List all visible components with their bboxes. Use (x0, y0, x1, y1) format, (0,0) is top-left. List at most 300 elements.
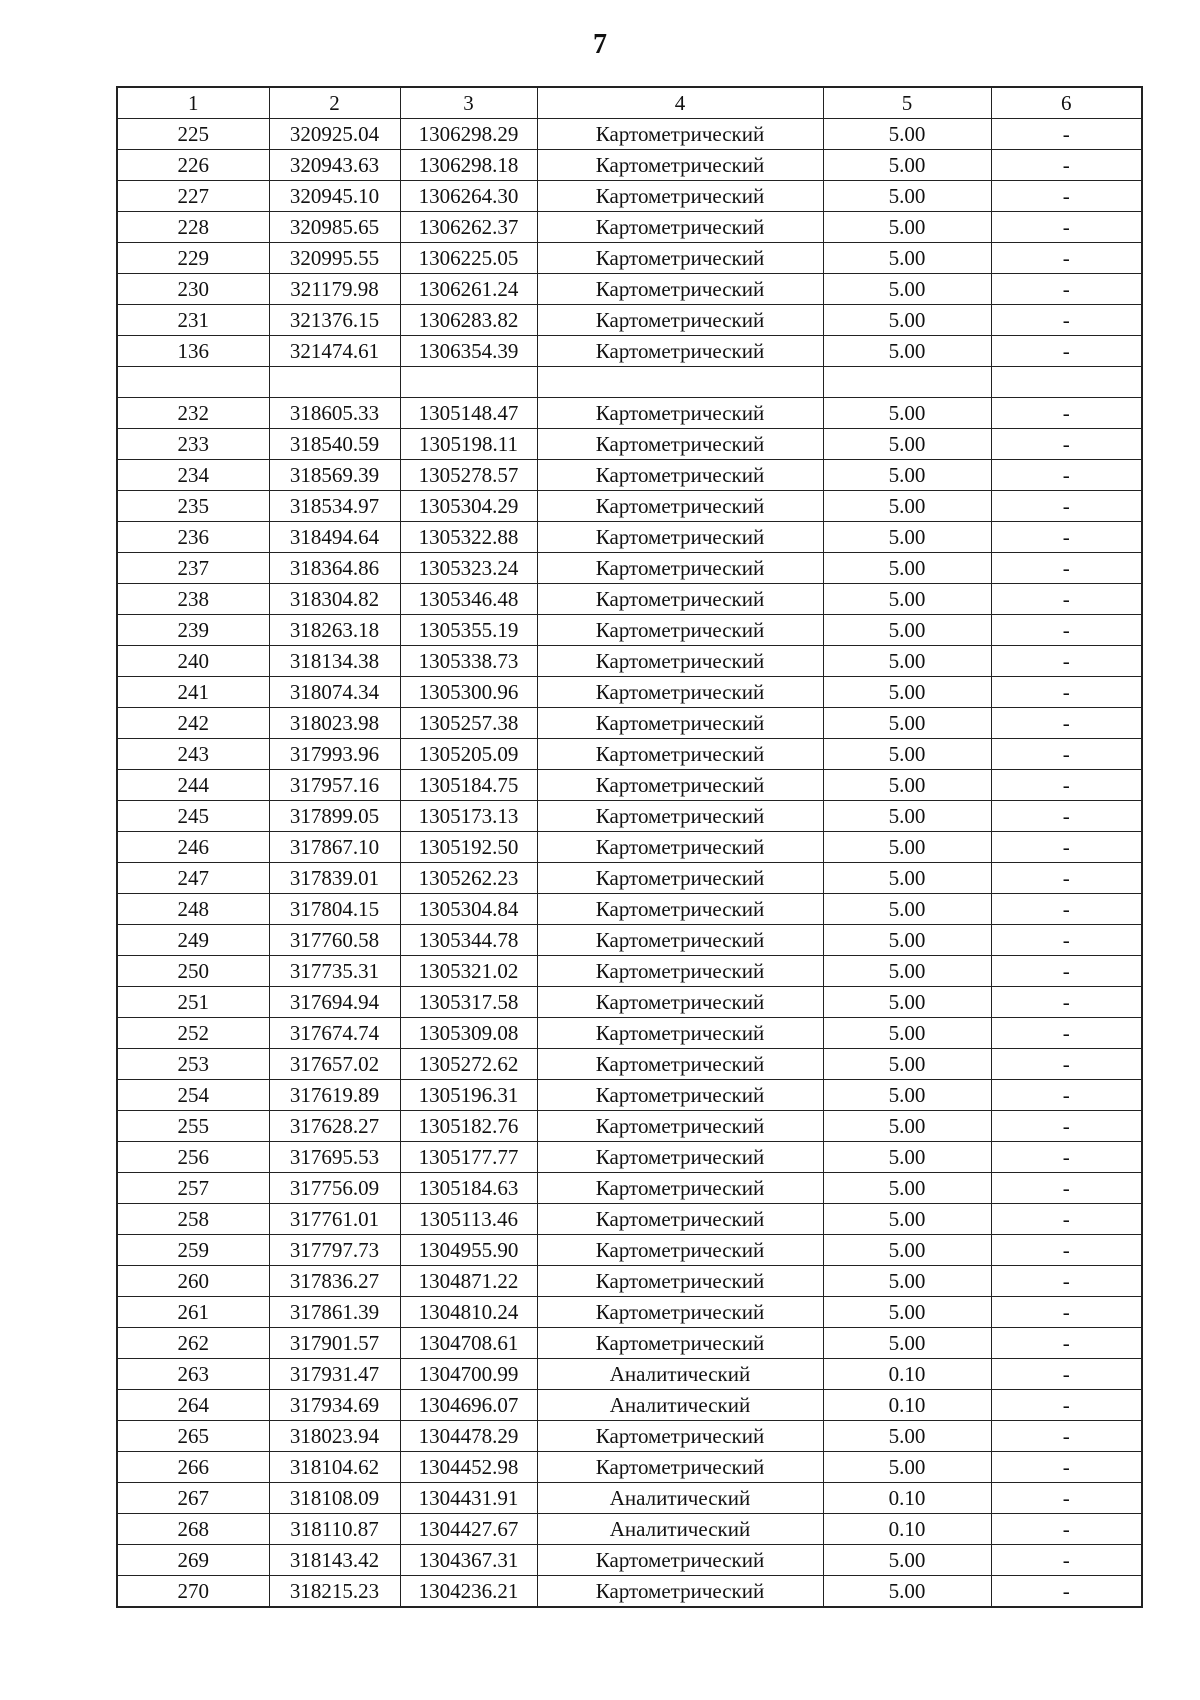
cell-description: - (991, 1080, 1142, 1111)
cell-description: - (991, 491, 1142, 522)
table-row (117, 1235, 1142, 1266)
cell-method: Картометрический (537, 770, 823, 801)
cell-accuracy: 5.00 (823, 150, 991, 181)
table-row (117, 677, 1142, 708)
cell-y-coordinate: 1305309.08 (400, 1018, 537, 1049)
cell-y-coordinate: 1304431.91 (400, 1483, 537, 1514)
table-row (117, 1359, 1142, 1390)
cell-method: Картометрический (537, 677, 823, 708)
cell-point-number: 267 (117, 1483, 269, 1514)
cell-method: Картометрический (537, 398, 823, 429)
cell-accuracy: 5.00 (823, 1266, 991, 1297)
cell-y-coordinate: 1304810.24 (400, 1297, 537, 1328)
table-header (117, 87, 1142, 119)
cell-method: Картометрический (537, 1576, 823, 1608)
cell-point-number: 244 (117, 770, 269, 801)
table-row (117, 1328, 1142, 1359)
cell-point-number: 257 (117, 1173, 269, 1204)
cell-x-coordinate (269, 367, 400, 398)
cell-accuracy: 5.00 (823, 491, 991, 522)
cell-x-coordinate: 321179.98 (269, 274, 400, 305)
table-row (117, 739, 1142, 770)
table-row (117, 274, 1142, 305)
cell-y-coordinate: 1305355.19 (400, 615, 537, 646)
cell-y-coordinate: 1306262.37 (400, 212, 537, 243)
cell-point-number: 259 (117, 1235, 269, 1266)
cell-method: Картометрический (537, 863, 823, 894)
cell-description: - (991, 1545, 1142, 1576)
cell-description: - (991, 584, 1142, 615)
cell-point-number: 253 (117, 1049, 269, 1080)
cell-accuracy: 5.00 (823, 708, 991, 739)
cell-y-coordinate: 1305338.73 (400, 646, 537, 677)
cell-method: Картометрический (537, 491, 823, 522)
table-row (117, 646, 1142, 677)
table-row (117, 1514, 1142, 1545)
cell-y-coordinate: 1304708.61 (400, 1328, 537, 1359)
table-row (117, 1142, 1142, 1173)
cell-y-coordinate: 1305184.63 (400, 1173, 537, 1204)
cell-x-coordinate: 317674.74 (269, 1018, 400, 1049)
cell-y-coordinate: 1305173.13 (400, 801, 537, 832)
cell-point-number: 249 (117, 925, 269, 956)
cell-point-number: 265 (117, 1421, 269, 1452)
cell-x-coordinate: 318108.09 (269, 1483, 400, 1514)
table-row (117, 522, 1142, 553)
cell-description: - (991, 119, 1142, 150)
cell-method: Картометрический (537, 646, 823, 677)
cell-method: Картометрический (537, 615, 823, 646)
cell-method: Картометрический (537, 336, 823, 367)
cell-point-number (117, 367, 269, 398)
cell-point-number: 270 (117, 1576, 269, 1608)
cell-point-number: 237 (117, 553, 269, 584)
cell-description: - (991, 1390, 1142, 1421)
cell-point-number: 261 (117, 1297, 269, 1328)
cell-y-coordinate: 1306298.18 (400, 150, 537, 181)
table-row (117, 398, 1142, 429)
cell-x-coordinate: 317931.47 (269, 1359, 400, 1390)
cell-method: Картометрический (537, 1266, 823, 1297)
cell-description: - (991, 987, 1142, 1018)
cell-y-coordinate: 1306261.24 (400, 274, 537, 305)
cell-method: Картометрический (537, 1111, 823, 1142)
cell-accuracy: 5.00 (823, 1452, 991, 1483)
cell-method: Картометрический (537, 1545, 823, 1576)
cell-y-coordinate: 1305304.84 (400, 894, 537, 925)
cell-y-coordinate: 1305177.77 (400, 1142, 537, 1173)
cell-point-number: 241 (117, 677, 269, 708)
cell-x-coordinate: 317993.96 (269, 739, 400, 770)
cell-x-coordinate: 320995.55 (269, 243, 400, 274)
cell-y-coordinate: 1304236.21 (400, 1576, 537, 1608)
cell-method: Картометрический (537, 1328, 823, 1359)
cell-description: - (991, 925, 1142, 956)
cell-x-coordinate: 317934.69 (269, 1390, 400, 1421)
table-row (117, 491, 1142, 522)
cell-method: Картометрический (537, 119, 823, 150)
cell-method: Картометрический (537, 274, 823, 305)
cell-x-coordinate: 318364.86 (269, 553, 400, 584)
cell-method: Картометрический (537, 429, 823, 460)
cell-method: Аналитический (537, 1359, 823, 1390)
cell-point-number: 225 (117, 119, 269, 150)
column-header-accuracy: 5 (823, 87, 991, 119)
cell-point-number: 268 (117, 1514, 269, 1545)
cell-accuracy: 5.00 (823, 615, 991, 646)
cell-method: Картометрический (537, 305, 823, 336)
cell-point-number: 246 (117, 832, 269, 863)
cell-accuracy: 5.00 (823, 1421, 991, 1452)
cell-description: - (991, 336, 1142, 367)
cell-x-coordinate: 317628.27 (269, 1111, 400, 1142)
cell-description: - (991, 956, 1142, 987)
cell-y-coordinate: 1305196.31 (400, 1080, 537, 1111)
cell-y-coordinate: 1305272.62 (400, 1049, 537, 1080)
cell-y-coordinate (400, 367, 537, 398)
cell-y-coordinate: 1305184.75 (400, 770, 537, 801)
header-row (117, 87, 1142, 119)
cell-description: - (991, 150, 1142, 181)
cell-y-coordinate: 1306264.30 (400, 181, 537, 212)
cell-point-number: 231 (117, 305, 269, 336)
cell-point-number: 136 (117, 336, 269, 367)
cell-accuracy: 5.00 (823, 1235, 991, 1266)
cell-accuracy: 5.00 (823, 429, 991, 460)
cell-accuracy: 5.00 (823, 1049, 991, 1080)
table-row (117, 584, 1142, 615)
cell-y-coordinate: 1305321.02 (400, 956, 537, 987)
cell-description: - (991, 1297, 1142, 1328)
cell-description: - (991, 1328, 1142, 1359)
cell-x-coordinate: 318534.97 (269, 491, 400, 522)
cell-accuracy: 5.00 (823, 553, 991, 584)
table-row (117, 1204, 1142, 1235)
cell-accuracy: 5.00 (823, 863, 991, 894)
cell-accuracy: 5.00 (823, 925, 991, 956)
cell-y-coordinate: 1305205.09 (400, 739, 537, 770)
cell-point-number: 262 (117, 1328, 269, 1359)
cell-method: Аналитический (537, 1514, 823, 1545)
cell-accuracy: 5.00 (823, 801, 991, 832)
table-row (117, 615, 1142, 646)
cell-y-coordinate: 1305192.50 (400, 832, 537, 863)
cell-point-number: 247 (117, 863, 269, 894)
cell-x-coordinate: 320985.65 (269, 212, 400, 243)
table-row (117, 1018, 1142, 1049)
cell-description: - (991, 770, 1142, 801)
cell-method: Картометрический (537, 956, 823, 987)
cell-accuracy: 5.00 (823, 274, 991, 305)
cell-y-coordinate: 1305304.29 (400, 491, 537, 522)
cell-method: Картометрический (537, 801, 823, 832)
cell-method: Картометрический (537, 708, 823, 739)
cell-accuracy: 5.00 (823, 677, 991, 708)
cell-description: - (991, 274, 1142, 305)
cell-accuracy: 5.00 (823, 1080, 991, 1111)
table-row (117, 1080, 1142, 1111)
cell-accuracy: 5.00 (823, 1204, 991, 1235)
cell-x-coordinate: 317899.05 (269, 801, 400, 832)
cell-accuracy: 5.00 (823, 460, 991, 491)
cell-method: Картометрический (537, 987, 823, 1018)
cell-y-coordinate: 1305113.46 (400, 1204, 537, 1235)
cell-x-coordinate: 318110.87 (269, 1514, 400, 1545)
cell-accuracy: 5.00 (823, 522, 991, 553)
cell-description: - (991, 305, 1142, 336)
cell-x-coordinate: 318263.18 (269, 615, 400, 646)
cell-point-number: 233 (117, 429, 269, 460)
cell-description: - (991, 1235, 1142, 1266)
cell-description: - (991, 739, 1142, 770)
cell-accuracy: 5.00 (823, 119, 991, 150)
cell-accuracy: 5.00 (823, 1142, 991, 1173)
cell-y-coordinate: 1304452.98 (400, 1452, 537, 1483)
table-row (117, 987, 1142, 1018)
cell-description (991, 367, 1142, 398)
cell-x-coordinate: 317867.10 (269, 832, 400, 863)
table-row (117, 863, 1142, 894)
cell-description: - (991, 615, 1142, 646)
cell-x-coordinate: 318569.39 (269, 460, 400, 491)
table-row (117, 708, 1142, 739)
cell-description: - (991, 894, 1142, 925)
cell-y-coordinate: 1305323.24 (400, 553, 537, 584)
cell-description: - (991, 243, 1142, 274)
cell-x-coordinate: 318143.42 (269, 1545, 400, 1576)
cell-description: - (991, 1018, 1142, 1049)
cell-accuracy: 0.10 (823, 1390, 991, 1421)
cell-x-coordinate: 317804.15 (269, 894, 400, 925)
cell-method: Картометрический (537, 212, 823, 243)
cell-point-number: 269 (117, 1545, 269, 1576)
cell-point-number: 245 (117, 801, 269, 832)
cell-y-coordinate: 1305198.11 (400, 429, 537, 460)
cell-description: - (991, 460, 1142, 491)
cell-x-coordinate: 317694.94 (269, 987, 400, 1018)
table-row (117, 1483, 1142, 1514)
cell-accuracy: 5.00 (823, 336, 991, 367)
cell-y-coordinate: 1305346.48 (400, 584, 537, 615)
cell-method: Картометрический (537, 181, 823, 212)
cell-y-coordinate: 1304478.29 (400, 1421, 537, 1452)
table-row (117, 1297, 1142, 1328)
cell-point-number: 263 (117, 1359, 269, 1390)
cell-method: Картометрический (537, 1018, 823, 1049)
cell-point-number: 254 (117, 1080, 269, 1111)
table-row (117, 894, 1142, 925)
cell-method: Картометрический (537, 1235, 823, 1266)
cell-y-coordinate: 1304700.99 (400, 1359, 537, 1390)
cell-x-coordinate: 318134.38 (269, 646, 400, 677)
cell-y-coordinate: 1305182.76 (400, 1111, 537, 1142)
cell-y-coordinate: 1305344.78 (400, 925, 537, 956)
cell-accuracy: 5.00 (823, 1545, 991, 1576)
cell-x-coordinate: 318023.94 (269, 1421, 400, 1452)
cell-point-number: 228 (117, 212, 269, 243)
cell-point-number: 255 (117, 1111, 269, 1142)
table-row (117, 181, 1142, 212)
cell-accuracy: 0.10 (823, 1514, 991, 1545)
cell-accuracy: 5.00 (823, 1297, 991, 1328)
cell-method: Картометрический (537, 1421, 823, 1452)
cell-x-coordinate: 317695.53 (269, 1142, 400, 1173)
page-number: 7 (593, 29, 607, 60)
table-row (117, 367, 1142, 398)
cell-y-coordinate: 1305257.38 (400, 708, 537, 739)
cell-description: - (991, 181, 1142, 212)
cell-y-coordinate: 1306298.29 (400, 119, 537, 150)
cell-description: - (991, 1111, 1142, 1142)
cell-method: Картометрический (537, 150, 823, 181)
cell-y-coordinate: 1304955.90 (400, 1235, 537, 1266)
cell-y-coordinate: 1305262.23 (400, 863, 537, 894)
cell-description: - (991, 832, 1142, 863)
cell-description: - (991, 1142, 1142, 1173)
cell-x-coordinate: 317761.01 (269, 1204, 400, 1235)
cell-x-coordinate: 317836.27 (269, 1266, 400, 1297)
cell-accuracy: 5.00 (823, 770, 991, 801)
cell-x-coordinate: 317756.09 (269, 1173, 400, 1204)
cell-point-number: 256 (117, 1142, 269, 1173)
cell-x-coordinate: 317657.02 (269, 1049, 400, 1080)
cell-x-coordinate: 321376.15 (269, 305, 400, 336)
cell-method: Аналитический (537, 1483, 823, 1514)
table-row (117, 956, 1142, 987)
cell-accuracy: 5.00 (823, 243, 991, 274)
table-row (117, 1545, 1142, 1576)
cell-description: - (991, 646, 1142, 677)
table-row (117, 1173, 1142, 1204)
cell-description: - (991, 863, 1142, 894)
cell-x-coordinate: 318023.98 (269, 708, 400, 739)
cell-accuracy: 5.00 (823, 1018, 991, 1049)
table-row (117, 1576, 1142, 1608)
cell-point-number: 260 (117, 1266, 269, 1297)
cell-method: Картометрический (537, 832, 823, 863)
cell-y-coordinate: 1304427.67 (400, 1514, 537, 1545)
cell-method: Картометрический (537, 522, 823, 553)
cell-method: Картометрический (537, 1142, 823, 1173)
table-row (117, 212, 1142, 243)
cell-point-number: 240 (117, 646, 269, 677)
cell-method: Картометрический (537, 460, 823, 491)
cell-method: Картометрический (537, 1452, 823, 1483)
cell-point-number: 226 (117, 150, 269, 181)
cell-point-number: 229 (117, 243, 269, 274)
table-row (117, 770, 1142, 801)
cell-y-coordinate: 1305278.57 (400, 460, 537, 491)
cell-accuracy: 5.00 (823, 832, 991, 863)
cell-method: Картометрический (537, 925, 823, 956)
cell-accuracy: 0.10 (823, 1359, 991, 1390)
column-header-description: 6 (991, 87, 1142, 119)
cell-method: Картометрический (537, 584, 823, 615)
cell-x-coordinate: 318540.59 (269, 429, 400, 460)
cell-method: Картометрический (537, 553, 823, 584)
cell-point-number: 248 (117, 894, 269, 925)
cell-y-coordinate: 1304696.07 (400, 1390, 537, 1421)
cell-accuracy: 5.00 (823, 584, 991, 615)
column-header-y-coordinate: 3 (400, 87, 537, 119)
cell-x-coordinate: 317901.57 (269, 1328, 400, 1359)
cell-x-coordinate: 318605.33 (269, 398, 400, 429)
cell-x-coordinate: 318104.62 (269, 1452, 400, 1483)
cell-accuracy: 5.00 (823, 1576, 991, 1608)
cell-method: Картометрический (537, 243, 823, 274)
cell-accuracy: 5.00 (823, 398, 991, 429)
table-row (117, 119, 1142, 150)
cell-method: Картометрический (537, 1204, 823, 1235)
cell-accuracy: 0.10 (823, 1483, 991, 1514)
cell-method: Картометрический (537, 739, 823, 770)
table-row (117, 429, 1142, 460)
cell-point-number: 266 (117, 1452, 269, 1483)
cell-description: - (991, 1514, 1142, 1545)
cell-method: Картометрический (537, 894, 823, 925)
coordinates-table (116, 86, 1143, 1608)
cell-description: - (991, 1359, 1142, 1390)
cell-x-coordinate: 317839.01 (269, 863, 400, 894)
cell-y-coordinate: 1305148.47 (400, 398, 537, 429)
cell-accuracy: 5.00 (823, 956, 991, 987)
table-row (117, 801, 1142, 832)
cell-description: - (991, 1452, 1142, 1483)
cell-point-number: 230 (117, 274, 269, 305)
cell-method: Аналитический (537, 1390, 823, 1421)
cell-accuracy: 5.00 (823, 1328, 991, 1359)
cell-accuracy (823, 367, 991, 398)
cell-accuracy: 5.00 (823, 305, 991, 336)
cell-point-number: 242 (117, 708, 269, 739)
cell-method: Картометрический (537, 1049, 823, 1080)
column-header-method: 4 (537, 87, 823, 119)
table-row (117, 1111, 1142, 1142)
table-row (117, 1390, 1142, 1421)
table-row (117, 832, 1142, 863)
cell-point-number: 236 (117, 522, 269, 553)
cell-y-coordinate: 1306283.82 (400, 305, 537, 336)
table-row (117, 460, 1142, 491)
cell-description: - (991, 1049, 1142, 1080)
cell-x-coordinate: 320925.04 (269, 119, 400, 150)
cell-x-coordinate: 318215.23 (269, 1576, 400, 1608)
cell-accuracy: 5.00 (823, 987, 991, 1018)
cell-point-number: 239 (117, 615, 269, 646)
cell-description: - (991, 1173, 1142, 1204)
cell-description: - (991, 553, 1142, 584)
cell-x-coordinate: 317619.89 (269, 1080, 400, 1111)
column-header-x-coordinate: 2 (269, 87, 400, 119)
cell-y-coordinate: 1306225.05 (400, 243, 537, 274)
table-row (117, 1421, 1142, 1452)
cell-method: Картометрический (537, 1173, 823, 1204)
cell-point-number: 252 (117, 1018, 269, 1049)
cell-description: - (991, 1483, 1142, 1514)
cell-y-coordinate: 1305300.96 (400, 677, 537, 708)
table-row (117, 1266, 1142, 1297)
table-row (117, 305, 1142, 336)
cell-description: - (991, 1204, 1142, 1235)
cell-description: - (991, 677, 1142, 708)
cell-x-coordinate: 317861.39 (269, 1297, 400, 1328)
cell-point-number: 234 (117, 460, 269, 491)
table-row (117, 336, 1142, 367)
cell-description: - (991, 1266, 1142, 1297)
cell-description: - (991, 522, 1142, 553)
table-row (117, 553, 1142, 584)
table-body (117, 119, 1142, 1608)
